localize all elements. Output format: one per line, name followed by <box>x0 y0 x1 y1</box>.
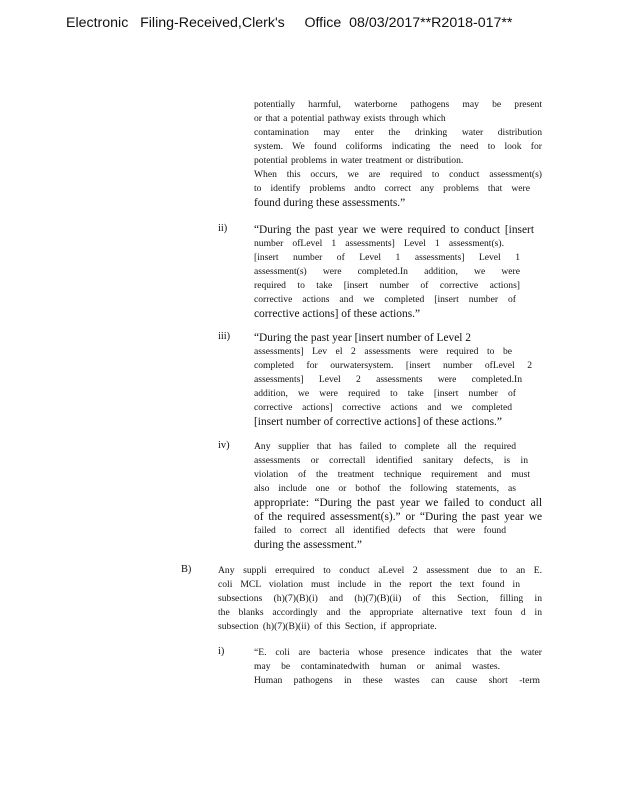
text-line: assessments] Level 2 assessments were completed.In <box>254 374 522 385</box>
text-line: number ofLevel 1 assessments] Level 1 assessment(s). <box>254 238 504 249</box>
text-line: or that a potential pathway exists through which <box>254 113 446 124</box>
text-line: When this occurs, we are required to conduct assessment(s) <box>254 169 542 180</box>
text-line: assessments or correctall identified sanitary defects, is in <box>254 455 528 466</box>
text-line: assessments] Lev el 2 assessments were required to be <box>254 346 512 357</box>
text-line: [insert number of Level 1 assessments] Level 1 <box>254 252 520 263</box>
item-iii-text <box>254 331 532 429</box>
item-marker-B-i: i) <box>218 646 225 657</box>
text-line: violation of the treatment technique requirement and must <box>254 469 530 480</box>
text-line: failed to correct all identified defects that were found <box>254 525 506 536</box>
text-line: “During the past year [insert number of Level 2 <box>254 332 471 344</box>
item-iv-text <box>254 440 544 552</box>
text-line: corrective actions] of these actions.” <box>254 308 421 320</box>
text-line: system. We found coliforms indicating the need to look for <box>254 141 542 152</box>
text-line: the blanks accordingly and the appropriate alternative text foun d in <box>218 607 542 618</box>
text-line: assessment(s) were completed.In addition, we were <box>254 266 520 277</box>
text-line: subsection (h)(7)(B)(ii) of this Section, if appropriate. <box>218 621 437 632</box>
paragraph-continuation <box>254 98 542 210</box>
text-line: addition, we were required to take [insert number of <box>254 388 516 399</box>
item-marker-iii: iii) <box>218 331 231 342</box>
text-line: Any supplier that has failed to complete all the required <box>254 441 516 452</box>
text-line: Human pathogens in these wastes can cause short -term <box>254 675 540 686</box>
text-line: of the required assessment(s).” or “During the past year we <box>254 511 542 523</box>
text-line: potentially harmful, waterborne pathogens may be present <box>254 99 542 110</box>
text-line: may be contaminatedwith human or animal wastes. <box>254 661 500 672</box>
text-line: completed for ourwatersystem. [insert number ofLevel 2 <box>254 360 532 371</box>
text-line: “E. coli are bacteria whose presence indicates that the water <box>254 647 542 658</box>
text-line: corrective actions] corrective actions and we completed <box>254 402 512 413</box>
item-ii-text <box>254 223 534 321</box>
item-B-text <box>218 564 542 634</box>
text-line: required to take [insert number of corrective actions] <box>254 280 520 291</box>
electronic-filing-header: Electronic Filing-Received,Clerk's Office 08/03/2017**R2018-017** <box>66 15 513 31</box>
text-line: coli MCL violation must include in the report the text found in <box>218 579 520 590</box>
item-B-i-text <box>254 646 542 688</box>
item-marker-ii: ii) <box>218 223 228 234</box>
text-line: contamination may enter the drinking water distribution <box>254 127 542 138</box>
text-line: Any suppli errequired to conduct aLevel 2 assessment due to an E. <box>218 565 542 576</box>
text-line: also include one or bothof the following statements, as <box>254 483 516 494</box>
text-line: potential problems in water treatment or distribution. <box>254 155 464 166</box>
text-line: found during these assessments.” <box>254 197 406 209</box>
item-marker-iv: iv) <box>218 440 230 451</box>
text-line: during the assessment.” <box>254 539 362 551</box>
text-line: subsections (h)(7)(B)(i) and (h)(7)(B)(ii) of this Section, filling in <box>218 593 542 604</box>
item-marker-B: B) <box>181 564 192 575</box>
text-line: “During the past year we were required to conduct [insert <box>254 224 534 236</box>
text-line: appropriate: “During the past year we failed to conduct all <box>254 497 542 509</box>
text-line: [insert number of corrective actions] of these actions.” <box>254 416 502 428</box>
text-line: to identify problems andto correct any problems that were <box>254 183 530 194</box>
text-line: corrective actions and we completed [insert number of <box>254 294 516 305</box>
